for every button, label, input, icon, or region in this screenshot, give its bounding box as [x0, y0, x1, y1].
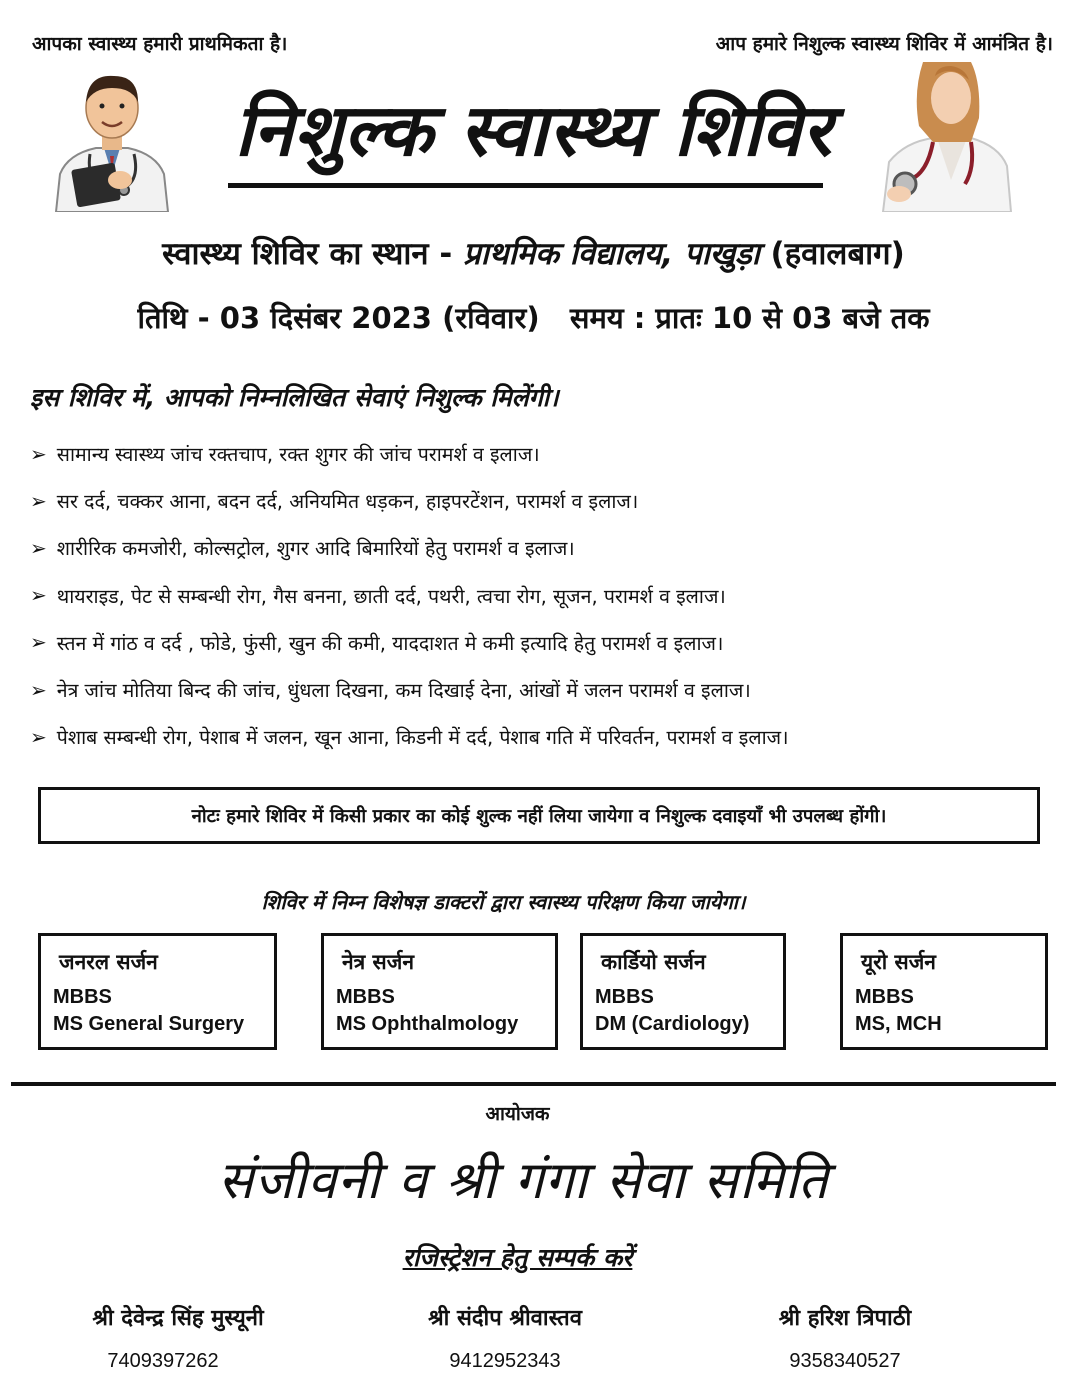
- tagline-left: आपका स्वास्थ्य हमारी प्राथमिकता है।: [32, 33, 288, 55]
- services-heading: इस शिविर में, आपको निम्नलिखित सेवाएं निशुल्क मिलेंगी।: [30, 383, 559, 412]
- doctor-title: नेत्र सर्जन: [342, 950, 414, 974]
- service-text: स्तन में गांठ व दर्द , फोडे, फुंसी, खुन की कमी, याददाशत मे कमी इत्यादि हेतु परामर्श व इलाज।: [56, 631, 724, 655]
- service-item: [30, 713, 1060, 760]
- service-item: [30, 666, 1060, 713]
- doctor-qualification: MS General Surgery: [53, 1013, 245, 1035]
- organiser-name: संजीवनी व श्री गंगा सेवा समिति: [218, 1151, 829, 1211]
- doctor-qualification: MS, MCH: [855, 1013, 942, 1035]
- contact-phone[interactable]: 9358340527: [789, 1350, 901, 1372]
- services-list: [30, 430, 1060, 760]
- event-date: तिथि - 03 दिसंबर 2023 (रविवार): [137, 301, 540, 335]
- organiser-label: आयोजक: [485, 1103, 550, 1125]
- venue-line: [0, 232, 1067, 274]
- doctor-title: कार्डियो सर्जन: [601, 950, 706, 974]
- doctor-card-cardio-surgeon: [580, 933, 786, 1050]
- service-item: [30, 619, 1060, 666]
- note-box: [38, 787, 1040, 844]
- note-text: नोटः हमारे शिविर में किसी प्रकार का कोई शुल्क नहीं लिया जायेगा व निशुल्क दवाइयाँ भी उपलब्ध होंगी।: [191, 806, 887, 827]
- service-item: [30, 430, 1060, 477]
- doctor-title: यूरो सर्जन: [861, 950, 936, 974]
- service-text: शारीरिक कमजोरी, कोल्सट्रोल, शुगर आदि बिमारियों हेतु परामर्श व इलाज।: [56, 537, 575, 561]
- contact-phone[interactable]: 7409397262: [107, 1350, 219, 1372]
- contact-name: श्री संदीप श्रीवास्तव: [428, 1306, 582, 1331]
- service-item: [30, 572, 1060, 619]
- doctor-qualification: MBBS: [336, 986, 395, 1008]
- venue-label: स्वास्थ्य शिविर का स्थान -: [162, 236, 464, 272]
- doctor-qualification: MBBS: [595, 986, 654, 1008]
- doctor-card-eye-surgeon: [321, 933, 558, 1050]
- venue-place: प्राथमिक विद्यालय, पाखुड़ा: [463, 236, 760, 272]
- bullet-arrow-icon: ➢: [30, 535, 47, 560]
- bullet-arrow-icon: ➢: [30, 724, 47, 749]
- bullet-arrow-icon: ➢: [30, 630, 47, 655]
- service-text: पेशाब सम्बन्धी रोग, पेशाब में जलन, खून आना, किडनी में दर्द, पेशाब गति में परिवर्तन, परामर्श व इलाज।: [56, 726, 789, 750]
- doctor-card-general-surgeon: [38, 933, 277, 1050]
- title-underline: [228, 183, 823, 188]
- doctor-qualification: MS Ophthalmology: [336, 1013, 519, 1035]
- registration-heading: रजिस्ट्रेशन हेतु सम्पर्क करें: [402, 1243, 633, 1272]
- service-text: सर दर्द, चक्कर आना, बदन दर्द, अनियमित धड़कन, हाइपरटेंशन, परामर्श व इलाज।: [56, 490, 639, 514]
- doctor-card-uro-surgeon: [840, 933, 1048, 1050]
- contact-phone[interactable]: 9412952343: [449, 1350, 561, 1372]
- bullet-arrow-icon: ➢: [30, 441, 47, 466]
- service-text: नेत्र जांच मोतिया बिन्द की जांच, धुंधला दिखना, कम दिखाई देना, आंखों में जलन परामर्श व इलाज।: [56, 679, 751, 703]
- doctor-qualification: MBBS: [855, 986, 914, 1008]
- doctor-qualification: MBBS: [53, 986, 112, 1008]
- contact-name: श्री हरिश त्रिपाठी: [778, 1306, 912, 1331]
- page-title: निशुल्क स्वास्थ्य शिविर: [234, 87, 833, 172]
- bullet-arrow-icon: ➢: [30, 488, 47, 513]
- service-item: [30, 524, 1060, 571]
- date-time-line: [0, 298, 1067, 337]
- bullet-arrow-icon: ➢: [30, 583, 47, 608]
- tagline-right: आप हमारे निशुल्क स्वास्थ्य शिविर में आमंत्रित है।: [715, 33, 1053, 55]
- service-item: [30, 477, 1060, 524]
- bullet-arrow-icon: ➢: [30, 677, 47, 702]
- doctor-qualification: DM (Cardiology): [595, 1013, 750, 1035]
- specialists-heading: शिविर में निम्न विशेषज्ञ डाक्टरों द्वारा स्वास्थ्य परिक्षण किया जायेगा।: [261, 890, 746, 914]
- contact-name: श्री देवेन्द्र सिंह मुस्यूनी: [92, 1306, 264, 1331]
- doctor-title: जनरल सर्जन: [59, 950, 158, 974]
- venue-area: (हवालबाग): [759, 236, 905, 272]
- section-divider: [11, 1082, 1056, 1086]
- service-text: थायराइड, पेट से सम्बन्धी रोग, गैस बनना, छाती दर्द, पथरी, त्वचा रोग, सूजन, परामर्श व इलाज।: [56, 584, 726, 608]
- service-text: सामान्य स्वास्थ्य जांच रक्तचाप, रक्त शुगर की जांच परामर्श व इलाज।: [56, 443, 540, 467]
- event-time: समय : प्रातः 10 से 03 बजे तक: [569, 301, 930, 335]
